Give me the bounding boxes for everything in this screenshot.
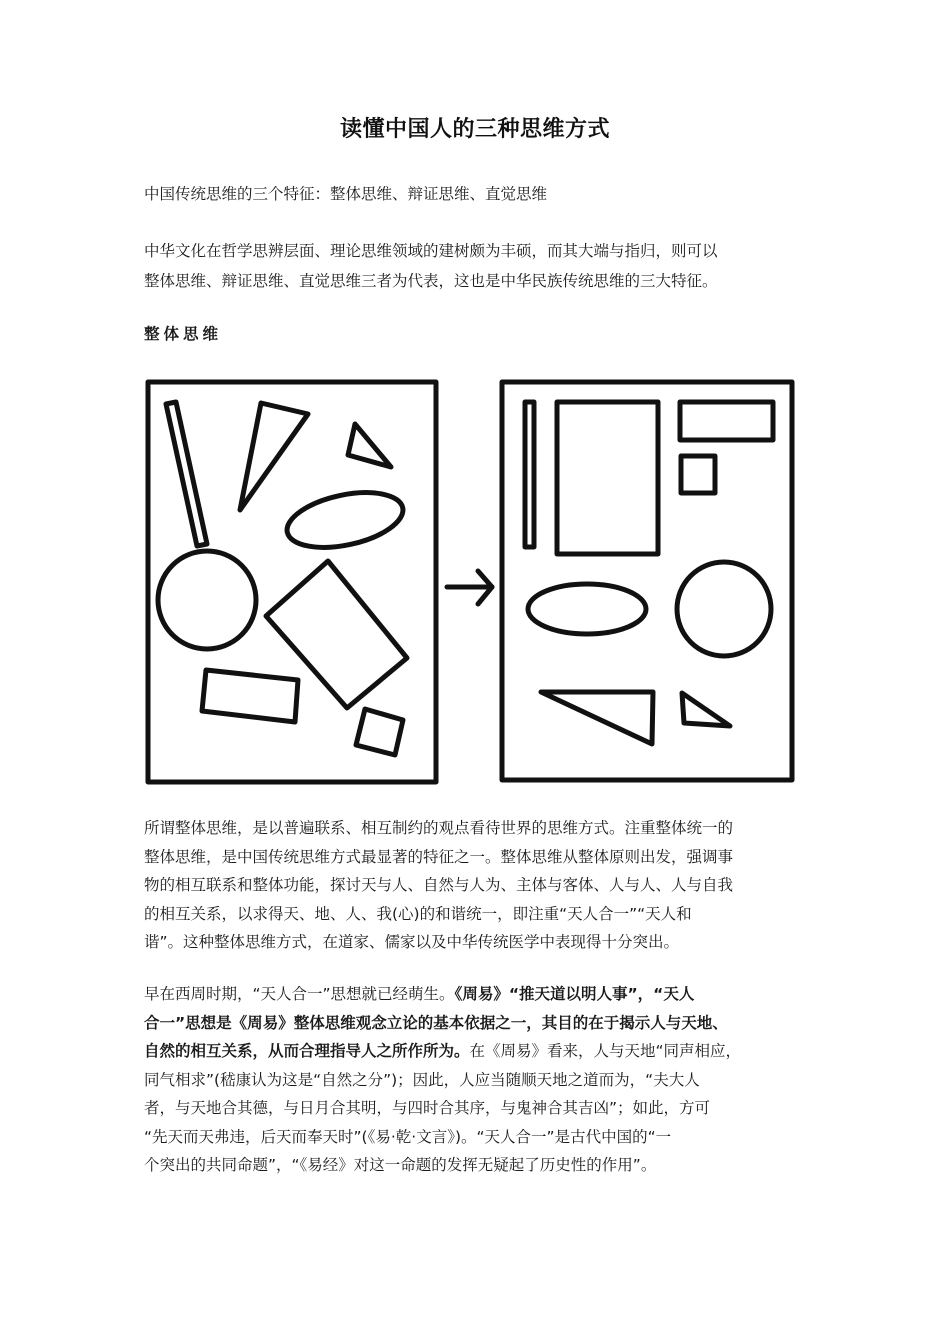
paragraph-line: 整体思维，是中国传统思维方式最显著的特征之一。整体思维从整体原则出发，强调事 [144, 847, 734, 866]
right-arrow-icon [447, 571, 492, 604]
subtitle: 中国传统思维的三个特征：整体思维、辩证思维、直觉思维 [144, 185, 548, 203]
right-small-triangle [682, 693, 730, 726]
paragraph-bold-text: 《周易》“推天道以明人事”，“天人 [454, 985, 695, 1003]
holistic-thinking-figure [144, 372, 808, 792]
paragraph-line: 物的相互联系和整体功能，探讨天与人、自然与人为、主体与客体、人与人、人与自我 [144, 876, 734, 894]
paragraph-line: “先天而天弗违，后天而奉天时”(《易·乾·文言》)。“天人合一”是古代中国的“一 [144, 1127, 672, 1146]
section-heading: 整体思维 [144, 325, 223, 343]
left-ellipse [282, 483, 408, 556]
page-title: 读懂中国人的三种思维方式 [339, 117, 610, 142]
holistic-paragraph-1 [144, 814, 809, 957]
paragraph-line: 的相互关系，以求得天、地、人、我(心)的和谐统一，即注重“天人合一”“天人和 [144, 904, 692, 923]
right-tall-rect [557, 402, 658, 554]
holistic-paragraph-2 [144, 980, 820, 1180]
left-flat-rect [202, 670, 298, 722]
paragraph-line: 者，与天地合其德，与日月合其明，与四时合其序，与鬼神合其吉凶”；如此，方可 [144, 1099, 711, 1117]
paragraph-line: 所谓整体思维，是以普遍联系、相互制约的观点看待世界的思维方式。注重整体统一的 [144, 819, 734, 837]
right-small-square [681, 456, 715, 493]
paragraph-line [144, 1037, 820, 1066]
intro-line: 中华文化在哲学思辨层面、理论思维领域的建树颇为丰硕，而其大端与指归，则可以 [144, 242, 718, 260]
paragraph-bold-line: 合一”思想是《周易》整体思维观念立论的基本依据之一，其目的在于揭示人与天地、 [144, 1013, 728, 1032]
left-small-triangle [348, 424, 391, 467]
right-long-triangle [541, 692, 653, 744]
right-thin-bar [525, 402, 534, 547]
right-circle [677, 562, 771, 656]
intro-paragraph [144, 236, 809, 296]
left-long-triangle [240, 403, 308, 510]
left-thin-bar [166, 402, 207, 546]
paragraph-text: 早在西周时期，“天人合一”思想就已经萌生。 [144, 985, 455, 1003]
right-ellipse [528, 584, 646, 634]
left-tilted-rect [266, 561, 407, 708]
paragraph-line: 个突出的共同命题”，“《易经》对这一命题的发挥无疑起了历史性的作用”。 [144, 1156, 657, 1174]
paragraph-bold-text: 自然的相互关系，从而合理指导人之所作所为。 [144, 1042, 470, 1060]
left-small-square [356, 709, 403, 755]
intro-line: 整体思维、辩证思维、直觉思维三者为代表，这也是中华民族传统思维的三大特征。 [144, 272, 718, 290]
paragraph-line: 同气相求”(嵇康认为这是“自然之分”)；因此，人应当随顺天地之道而为，“夫大人 [144, 1070, 700, 1089]
paragraph-text: 在《周易》看来，人与天地“同声相应， [469, 1042, 742, 1060]
paragraph-line [144, 980, 820, 1009]
right-flat-rect [680, 402, 773, 440]
paragraph-line: 谐”。这种整体思维方式，在道家、儒家以及中华传统医学中表现得十分突出。 [144, 933, 680, 951]
left-circle [158, 551, 256, 649]
